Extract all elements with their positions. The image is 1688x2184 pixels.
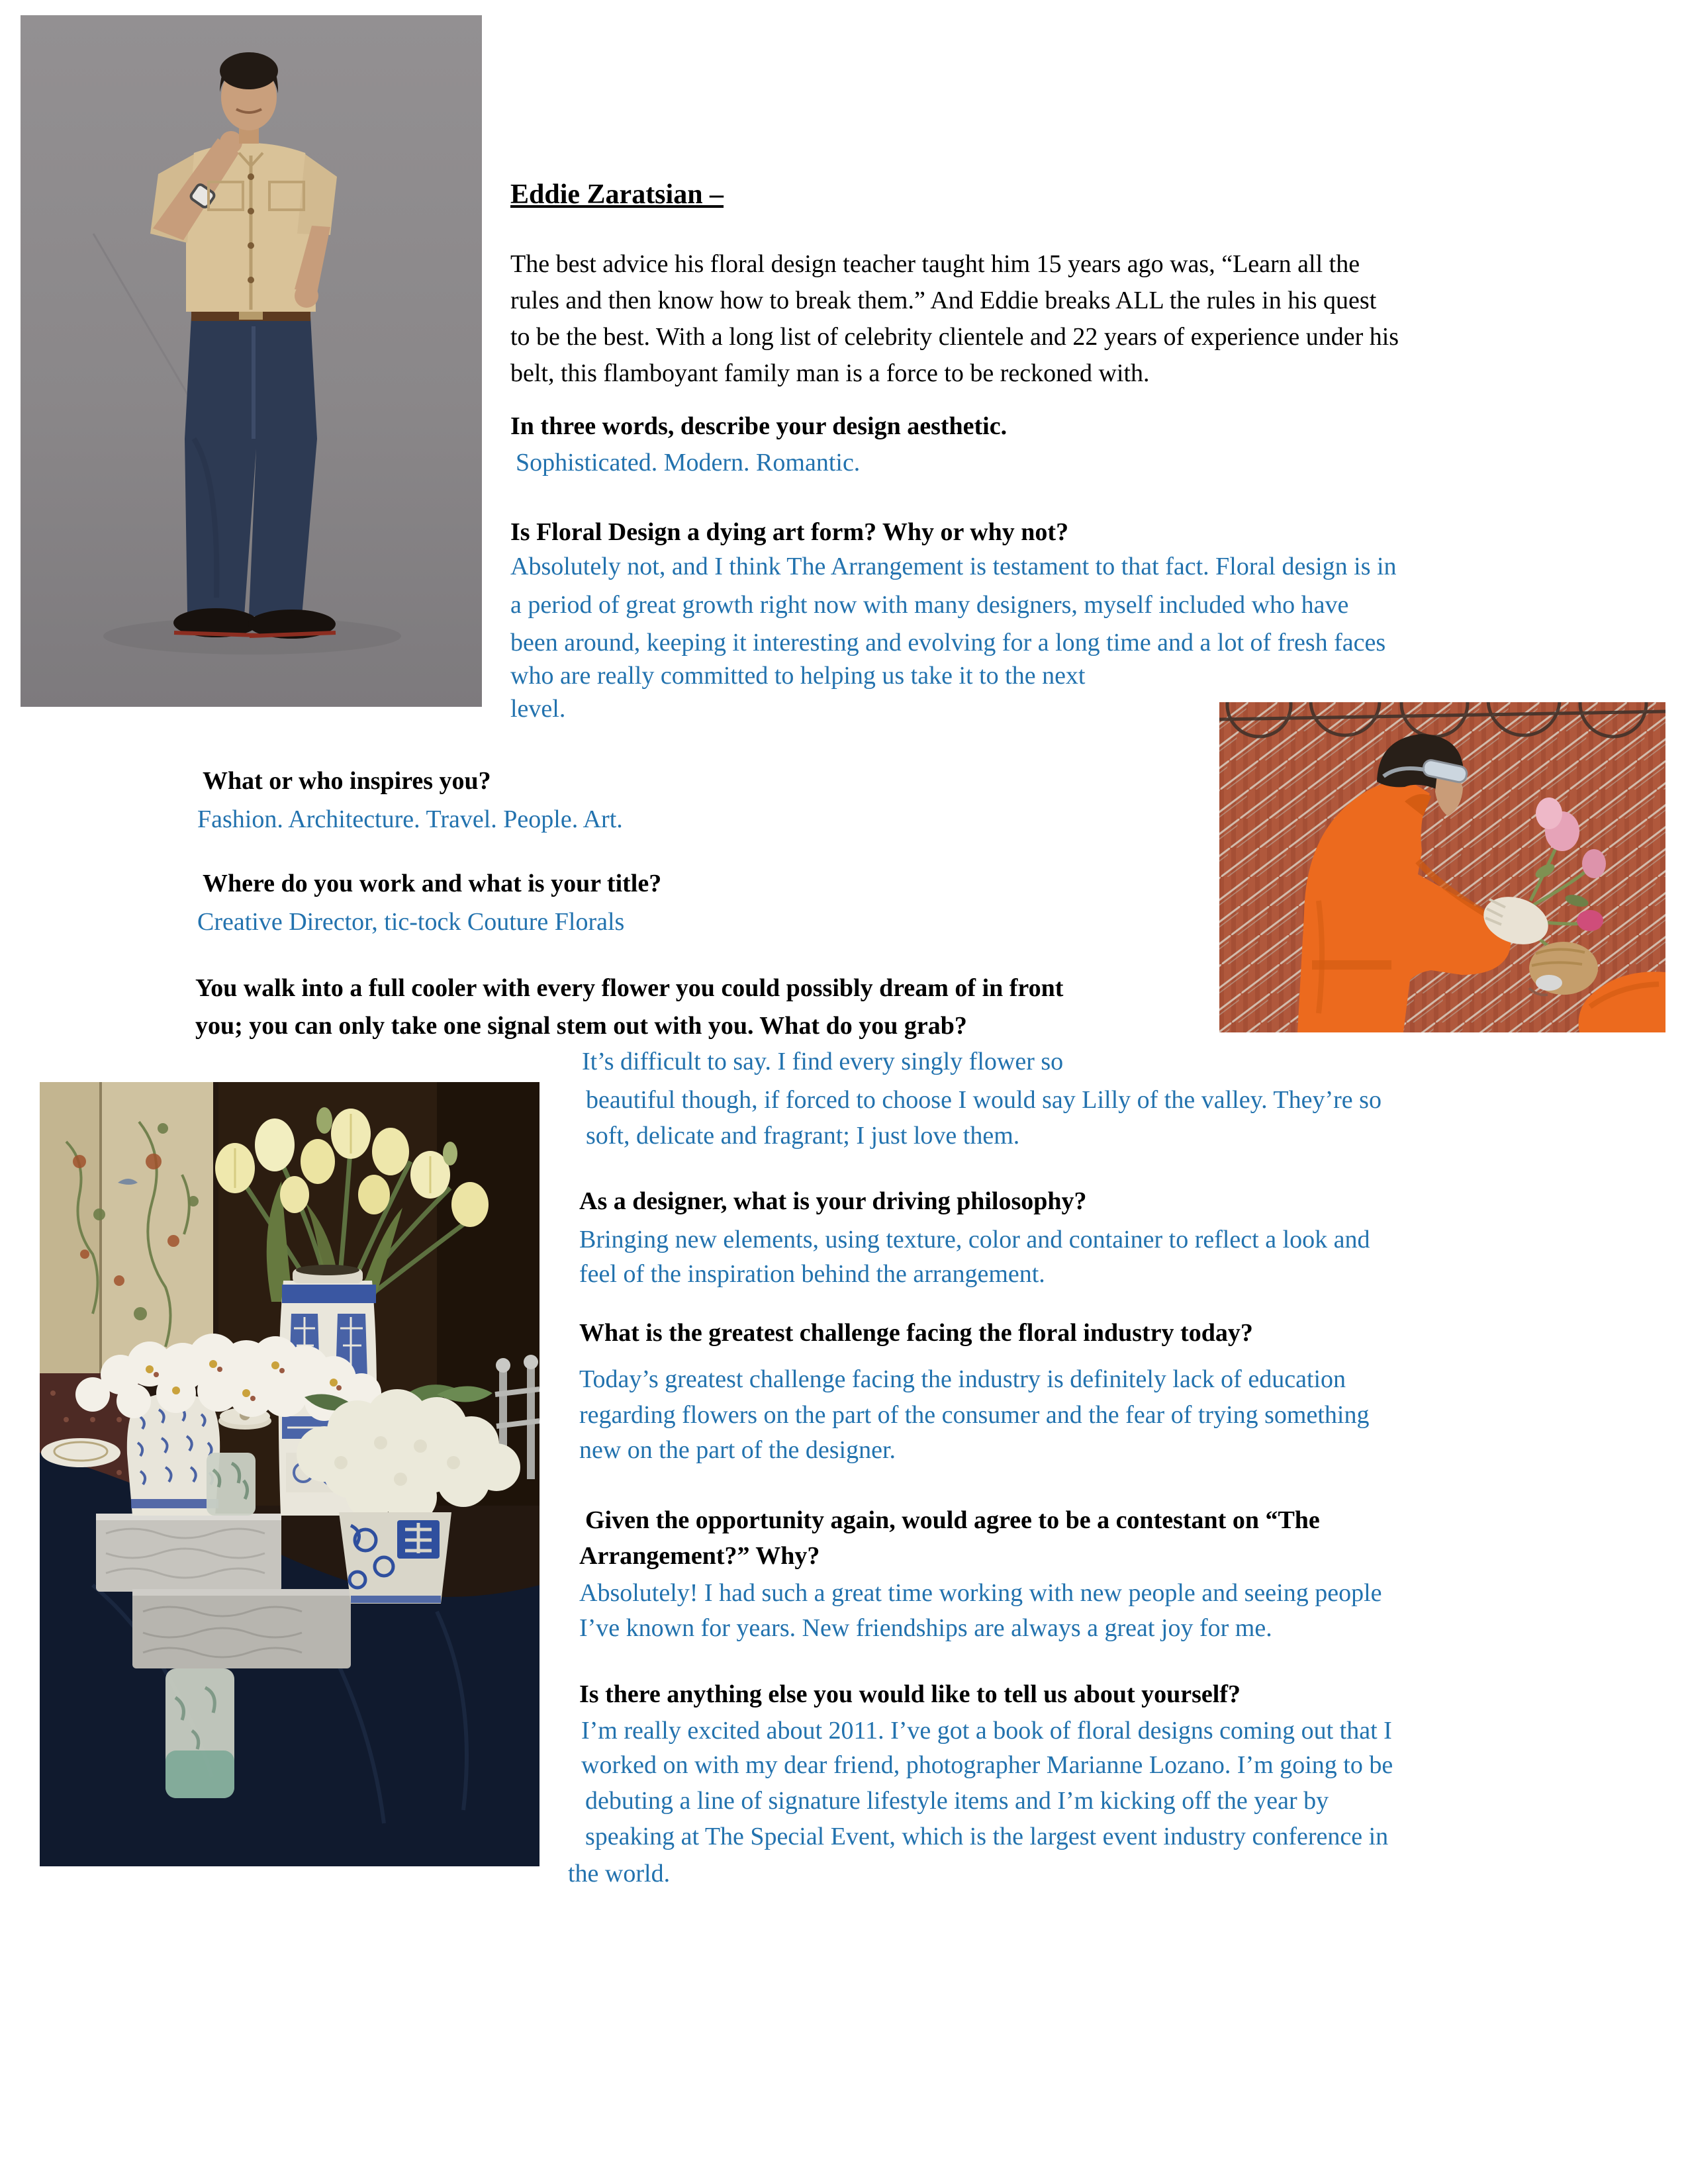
- intro-line: belt, this flamboyant family man is a force to be reckoned with.: [510, 359, 1150, 387]
- answer-line: Today’s greatest challenge facing the industry is definitely lack of education: [579, 1365, 1346, 1393]
- answer-line: debuting a line of signature lifestyle items and I’m kicking off the year by: [585, 1787, 1329, 1815]
- article-title: Eddie Zaratsian –: [510, 179, 724, 210]
- answer-line: Bringing new elements, using texture, color and container to reflect a look and: [579, 1226, 1370, 1253]
- question-line: Where do you work and what is your title?: [203, 870, 662, 897]
- portrait-photo: [21, 15, 482, 707]
- answer-line: who are really committed to helping us take it to the next: [510, 662, 1086, 690]
- floral-arrangement-photo: [40, 1082, 539, 1866]
- answer-line: the world.: [568, 1860, 671, 1888]
- question-line: You walk into a full cooler with every flower you could possibly dream of in front: [195, 974, 1064, 1002]
- answer-line: regarding flowers on the part of the consumer and the fear of trying something: [579, 1401, 1370, 1429]
- answer-line: Absolutely! I had such a great time working with new people and seeing people: [579, 1579, 1382, 1607]
- question-line: What is the greatest challenge facing the floral industry today?: [579, 1319, 1253, 1347]
- answer-line: been around, keeping it interesting and evolving for a long time and a lot of fresh faces: [510, 629, 1386, 657]
- answer-line: Sophisticated. Modern. Romantic.: [516, 449, 861, 477]
- question-line: Is there anything else you would like to tell us about yourself?: [579, 1680, 1241, 1708]
- floral-screen: [40, 1082, 217, 1379]
- answer-line: a period of great growth right now with many designers, myself included who have: [510, 591, 1349, 619]
- intro-line: rules and then know how to break them.” And Eddie breaks ALL the rules in his quest: [510, 287, 1377, 314]
- answer-line: I’ve known for years. New friendships are always a great joy for me.: [579, 1614, 1272, 1642]
- answer-line: beautiful though, if forced to choose I would say Lilly of the valley. They’re so: [586, 1086, 1382, 1114]
- answer-line: Creative Director, tic-tock Couture Florals: [197, 908, 625, 936]
- intro-line: to be the best. With a long list of celebrity clientele and 22 years of experience under his: [510, 323, 1399, 351]
- question-line: What or who inspires you?: [203, 767, 491, 795]
- answer-line: speaking at The Special Event, which is the largest event industry conference in: [585, 1823, 1389, 1850]
- answer-line: Absolutely not, and I think The Arrangement is testament to that fact. Floral design is in: [510, 553, 1397, 580]
- answer-line: level.: [510, 695, 566, 723]
- answer-line: I’m really excited about 2011. I’ve got a book of floral designs coming out that I: [581, 1717, 1392, 1745]
- question-line: Arrangement?” Why?: [579, 1542, 820, 1570]
- answer-line: Fashion. Architecture. Travel. People. Art.: [197, 805, 623, 833]
- answer-line: new on the part of the designer.: [579, 1436, 896, 1464]
- answer-line: It’s difficult to say. I find every singly flower so: [582, 1048, 1064, 1075]
- question-line: Given the opportunity again, would agree to be a contestant on “The: [585, 1506, 1320, 1534]
- question-line: As a designer, what is your driving philosophy?: [579, 1187, 1087, 1215]
- intro-line: The best advice his floral design teacher taught him 15 years ago was, “Learn all the: [510, 250, 1360, 278]
- question-line: In three words, describe your design aesthetic.: [510, 412, 1008, 440]
- jumpsuit-photo: [1219, 702, 1665, 1032]
- question-line: you; you can only take one signal stem out with you. What do you grab?: [195, 1012, 967, 1040]
- answer-line: feel of the inspiration behind the arrangement.: [579, 1260, 1045, 1288]
- question-line: Is Floral Design a dying art form? Why or why not?: [510, 518, 1069, 546]
- answer-line: soft, delicate and fragrant; I just love them.: [586, 1122, 1020, 1150]
- answer-line: worked on with my dear friend, photographer Marianne Lozano. I’m going to be: [581, 1751, 1393, 1779]
